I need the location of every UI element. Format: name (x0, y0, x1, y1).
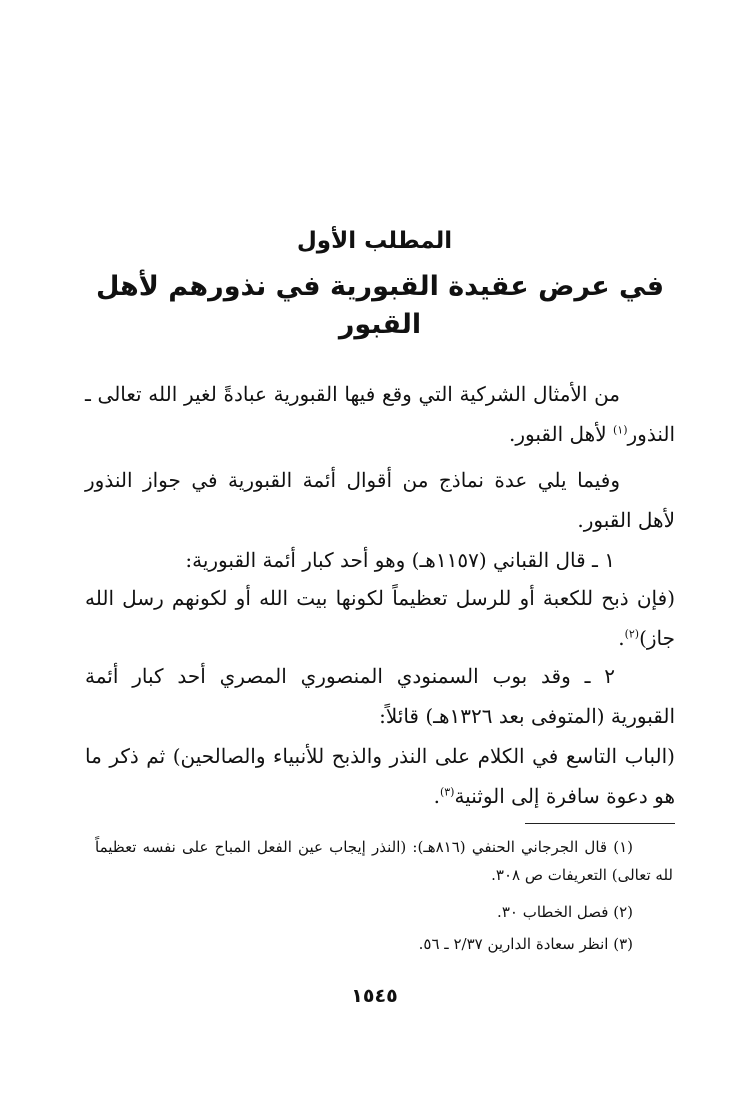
paragraph-samanudi: ٢ ـ وقد بوب السمنودي المنصوري المصري أحد كبار أئمة القبورية (المتوفى بعد ١٣٢٦هـ) قائلاً: (85, 664, 675, 728)
paragraph-intro-tail: لأهل القبور. (509, 422, 613, 446)
paragraph-qabbani: ١ ـ قال القباني (١١٥٧هـ) وهو أحد كبار أئمة القبورية: (185, 548, 615, 572)
section-subtitle: في عرض عقيدة القبورية في نذورهم لأهل القبور (95, 271, 665, 340)
footnote-ref-2[interactable]: (٢) (624, 627, 640, 641)
footnote-divider (525, 823, 675, 824)
quote-samanudi-text: (الباب التاسع في الكلام على النذر والذبح للأنبياء والصالحين) ثم ذكر ما هو دعوة سافرة إلى الوثنية (85, 744, 675, 808)
quote-samanudi-tail: . (433, 784, 440, 808)
footnote-ref-3[interactable]: (٣) (439, 785, 455, 799)
section-title: المطلب الأول (296, 228, 453, 254)
paragraph-intro (85, 374, 675, 454)
footnote-3: (٣) انظر سعادة الدارين ٢/٣٧ ـ ٥٦. (418, 935, 633, 953)
footnote-1: (١) قال الجرجاني الحنفي (٨١٦هـ): (النذر إيجاب عين الفعل المباح على نفسه تعظيماً لله تعالى) التعريفات ص ٣٠٨. (95, 838, 673, 884)
footnote-ref-1[interactable]: (١) (612, 423, 628, 437)
quote-qabbani (85, 578, 675, 658)
paragraph-examples: وفيما يلي عدة نماذج من أقوال أئمة القبورية في جواز النذور لأهل القبور. (85, 468, 675, 532)
quote-qabbani-tail: . (618, 626, 625, 650)
quote-qabbani-text: (فإن ذبح للكعبة أو للرسل تعظيماً لكونها بيت الله أو لكونهم رسل الله جاز) (85, 586, 675, 650)
paragraph-intro-text: من الأمثال الشركية التي وقع فيها القبورية عبادةً لغير الله تعالى ـ النذور (85, 382, 675, 446)
quote-samanudi (85, 736, 675, 816)
footnote-2: (٢) فصل الخطاب ٣٠. (497, 903, 633, 921)
page-number: ١٥٤٥ (351, 985, 398, 1007)
